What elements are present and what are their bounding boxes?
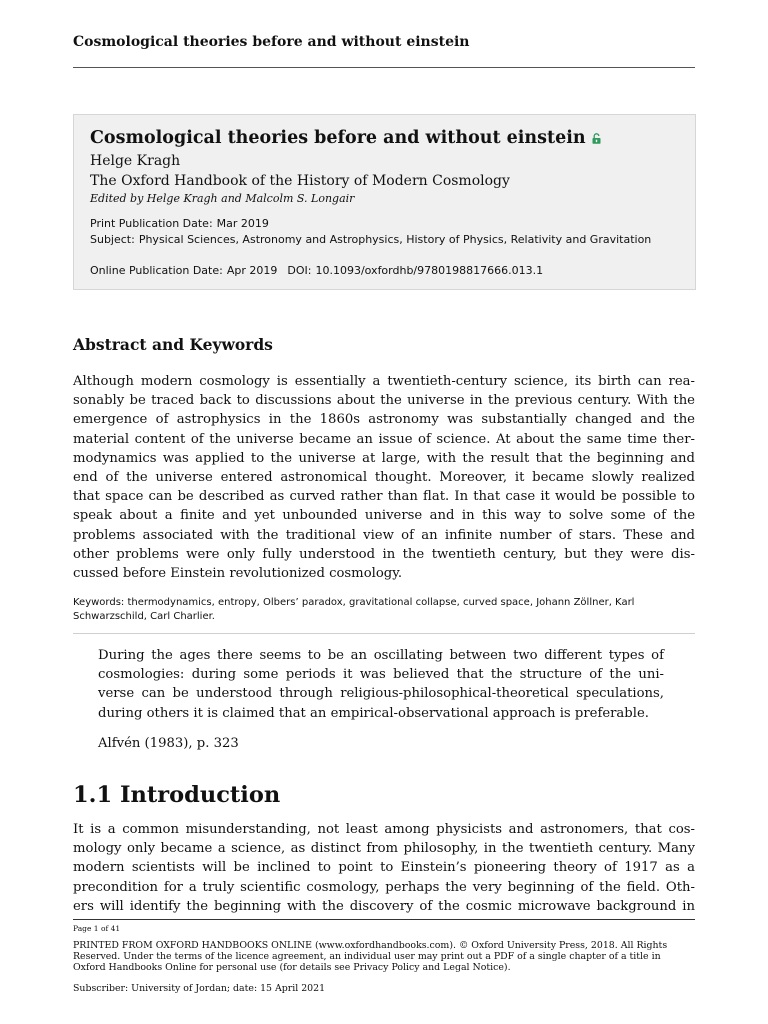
print-date-value: Mar 2019 xyxy=(216,217,269,230)
chapter-title xyxy=(90,128,601,148)
intro-line: ers will identify the beginning with the discovery of the cosmic microwave background in xyxy=(73,898,695,914)
doi-label: DOI: xyxy=(287,264,312,277)
abstract-paragraph xyxy=(73,372,695,583)
online-date-label: Online Publication Date: xyxy=(90,264,223,277)
intro-line: modern scientists will be inclined to point to Einstein’s pioneering theory of 1917 as a xyxy=(73,860,695,876)
open-lock-icon xyxy=(592,132,601,143)
abstract-line: material content of the universe became an issue of science. At about the same time ther- xyxy=(73,431,695,447)
abstract-line: other problems were only fully understood in the twentieth century, but they were dis- xyxy=(73,546,695,562)
chapter-title-text: Cosmological theories before and without einstein xyxy=(90,128,586,148)
running-head: Cosmological theories before and without einstein xyxy=(73,34,470,50)
epigraph-quote xyxy=(98,646,664,723)
abstract-line: cussed before Einstein revolutionized cosmology. xyxy=(73,566,403,582)
header-rule xyxy=(73,67,695,68)
online-publication-date xyxy=(90,263,543,278)
intro-line: mology only became a science, as distinct from philosophy, in the twentieth century. Many xyxy=(73,841,695,857)
print-date-label: Print Publication Date: xyxy=(90,217,213,230)
abstract-heading: Abstract and Keywords xyxy=(73,335,273,354)
intro-line: It is a common misunderstanding, not least among physicists and astronomers, that cos- xyxy=(73,822,695,837)
intro-paragraph xyxy=(73,820,695,916)
footer-rule xyxy=(73,919,695,920)
quote-citation: Alfvén (1983), p. 323 xyxy=(98,736,239,751)
intro-line: precondition for a truly scientific cosmology, perhaps the very beginning of the field. Oth- xyxy=(73,879,695,895)
online-date-value: Apr 2019 xyxy=(226,264,278,277)
abstract-line: Although modern cosmology is essentially a twentieth-century science, its birth can rea- xyxy=(73,374,695,389)
book-title: The Oxford Handbook of the History of Modern Cosmology xyxy=(90,173,510,189)
quote-line: cosmologies: during some periods it was believed that the structure of the uni- xyxy=(98,667,664,683)
subscriber-line: Subscriber: University of Jordan; date: 15 April 2021 xyxy=(73,983,326,994)
abstract-line: emergence of astrophysics in the 1860s astronomy was substantially changed and the xyxy=(73,412,695,428)
legal-notice: PRINTED FROM OXFORD HANDBOOKS ONLINE (www.oxfordhandbooks.com). © Oxford University Press, 2018. All Rights Reserved. Under the terms of the licence agreement, an individual user may print out a PDF of a single chapter of a title in Oxford Handbooks Online for personal use (for details see Privacy Policy and Legal Notice). xyxy=(73,940,668,973)
abstract-line: modynamics was applied to the universe at large, with the result that the beginning and xyxy=(73,450,695,466)
doi-value: 10.1093/oxfordhb/9780198817666.013.1 xyxy=(315,264,544,277)
page-number: Page 1 of 41 xyxy=(73,924,121,933)
print-publication-date xyxy=(90,216,269,231)
abstract-line: problems associated with the traditional view of an infinite number of stars. These and xyxy=(73,527,695,543)
quote-line: During the ages there seems to be an oscillating between two different types of xyxy=(98,648,664,663)
section-divider xyxy=(73,633,695,634)
author-name: Helge Kragh xyxy=(90,153,181,169)
quote-line: during others it is claimed that an empirical-observational approach is preferable. xyxy=(98,705,649,721)
keywords: Keywords: thermodynamics, entropy, Olbers’ paradox, gravitational collapse, curved space, Johann Zöllner, Karl Schwarzschild, Carl Charlier. xyxy=(73,597,635,622)
subject-value: Physical Sciences, Astronomy and Astrophysics, History of Physics, Relativity and Gravitation xyxy=(138,233,652,246)
subject-label: Subject: xyxy=(90,233,135,246)
editors-line: Edited by Helge Kragh and Malcolm S. Longair xyxy=(90,192,355,205)
section-title: 1.1 Introduction xyxy=(73,782,281,808)
abstract-line: end of the universe entered astronomical thought. Moreover, it became slowly realized xyxy=(73,470,695,486)
abstract-line: speak about a finite and yet unbounded universe and in this way to solve some of the xyxy=(73,508,695,524)
abstract-line: sonably be traced back to discussions about the universe in the previous century. With the xyxy=(73,393,695,409)
chapter-metadata-box xyxy=(73,114,696,290)
subject-line xyxy=(90,232,670,247)
quote-line: verse can be understood through religious-philosophical-theoretical speculations, xyxy=(98,686,664,702)
abstract-line: that space can be described as curved rather than flat. In that case it would be possible to xyxy=(73,489,695,505)
